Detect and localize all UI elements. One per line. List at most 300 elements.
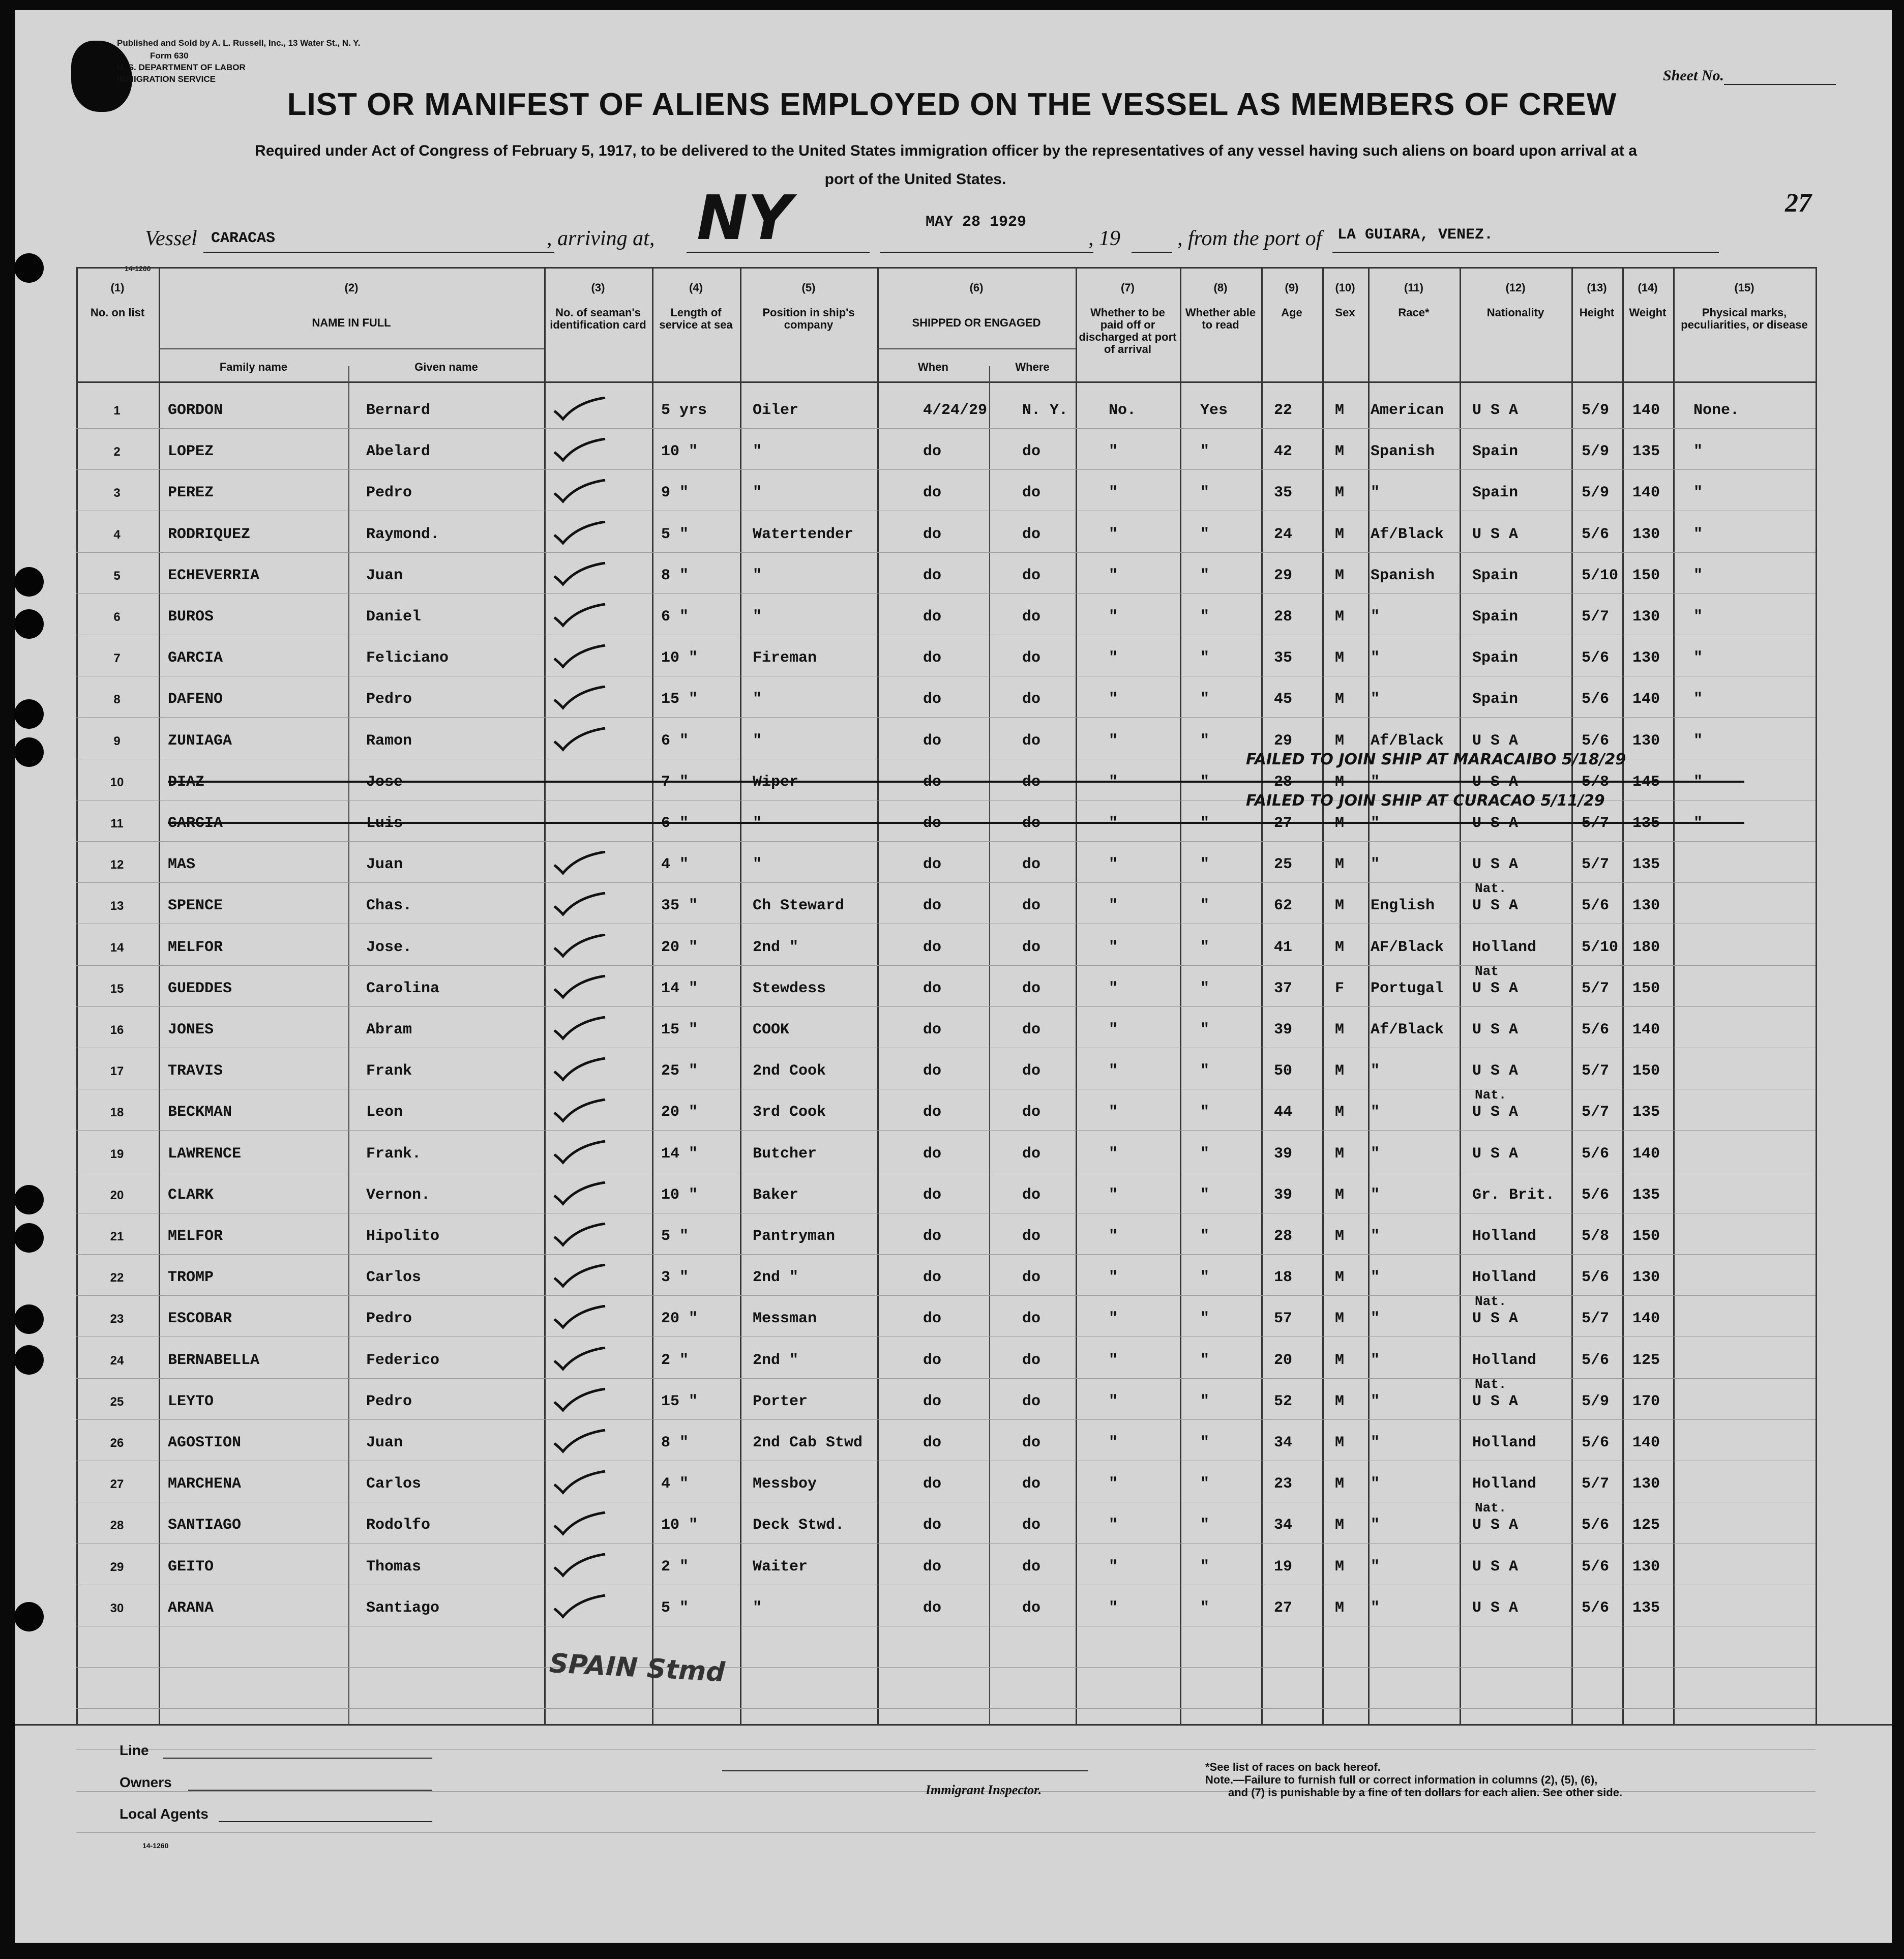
height: 5/10 xyxy=(1582,938,1619,956)
checkmark-icon xyxy=(552,1429,608,1455)
family-name: PEREZ xyxy=(168,484,214,502)
race: " xyxy=(1371,1434,1380,1451)
position: 2nd Cook xyxy=(753,1062,826,1080)
height: 5/6 xyxy=(1582,1517,1610,1534)
column-subheader: Where xyxy=(1015,361,1050,373)
paid-off: " xyxy=(1109,1228,1118,1245)
column-header-10: Sex xyxy=(1335,306,1355,319)
family-name: LOPEZ xyxy=(168,443,214,461)
given-name: Carlos xyxy=(366,1475,422,1493)
table-top-border xyxy=(76,267,1816,269)
position: " xyxy=(753,856,762,874)
sex: M xyxy=(1335,649,1345,667)
service-length: 2 " xyxy=(661,1351,689,1369)
paid-off: " xyxy=(1109,1269,1118,1287)
physical-marks: " xyxy=(1693,484,1703,502)
given-name: Pedro xyxy=(366,691,412,708)
position: Baker xyxy=(753,1186,799,1204)
table-row xyxy=(76,402,1816,442)
race: " xyxy=(1371,1228,1380,1245)
shipped-when: do xyxy=(923,732,942,750)
nationality: U S A xyxy=(1472,732,1519,750)
table-row xyxy=(76,881,1816,938)
given-name: Pedro xyxy=(366,1392,412,1410)
given-name: Santiago xyxy=(366,1599,440,1617)
family-name: LEYTO xyxy=(168,1392,214,1410)
family-name: BERNABELLA xyxy=(168,1351,260,1369)
nationality: U S A xyxy=(1472,1310,1519,1328)
race: Af/Black xyxy=(1371,732,1444,750)
column-number-14: (14) xyxy=(1638,281,1658,294)
penalty-note-2: and (7) is punishable by a fine of ten dollars for each alien. See other side. xyxy=(1228,1786,1623,1799)
able-to-read: " xyxy=(1200,649,1210,667)
service-length: 10 " xyxy=(661,1517,698,1534)
from-label: , from the port of xyxy=(1177,227,1322,250)
nationality: U S A xyxy=(1472,525,1519,543)
checkmark-icon xyxy=(552,892,608,917)
age: 27 xyxy=(1274,1599,1293,1617)
column-number-12: (12) xyxy=(1505,281,1526,294)
table-row xyxy=(76,963,1816,1021)
race: " xyxy=(1371,691,1380,708)
shipped-when: do xyxy=(923,1021,942,1038)
table-row xyxy=(76,1186,1816,1227)
checkmark-icon xyxy=(552,1264,608,1289)
service-length: 15 " xyxy=(661,691,698,708)
position: " xyxy=(753,484,762,502)
column-header-15: Physical marks, peculiarities, or disease xyxy=(1681,306,1808,331)
sex: M xyxy=(1335,1269,1345,1287)
sex: M xyxy=(1335,732,1345,750)
family-name: CLARK xyxy=(168,1186,214,1204)
family-name: ZUNIAGA xyxy=(168,732,232,750)
family-name: SANTIAGO xyxy=(168,1517,242,1534)
sheet-number-label: Sheet No. xyxy=(1663,67,1724,84)
given-name: Daniel xyxy=(366,608,422,626)
height: 5/7 xyxy=(1582,1104,1610,1121)
shipped-when: do xyxy=(923,938,942,956)
row-number: 9 xyxy=(113,734,121,748)
race: AF/Black xyxy=(1371,938,1444,956)
column-number-9: (9) xyxy=(1285,281,1299,294)
nationality: U S A xyxy=(1472,815,1519,832)
position: Deck Stwd. xyxy=(753,1517,845,1534)
nationality: U S A xyxy=(1472,1104,1519,1121)
race: " xyxy=(1371,773,1380,791)
weight: 125 xyxy=(1632,1351,1660,1369)
family-name: GORDON xyxy=(168,402,223,419)
table-row xyxy=(76,1352,1816,1392)
shipped-when: do xyxy=(923,1351,942,1369)
checkmark-icon xyxy=(552,934,608,959)
shipped-where: do xyxy=(1022,443,1041,461)
row-number: 10 xyxy=(110,775,124,789)
shipped-where: do xyxy=(1022,484,1041,502)
age: 19 xyxy=(1274,1558,1293,1576)
position: Waiter xyxy=(753,1558,808,1576)
weight: 130 xyxy=(1632,525,1660,543)
sex: M xyxy=(1335,1434,1345,1451)
given-name: Juan xyxy=(366,1434,403,1451)
shipped-when: do xyxy=(923,1186,942,1204)
service-length: 9 " xyxy=(661,484,689,502)
paid-off: " xyxy=(1109,815,1118,832)
sex: M xyxy=(1335,897,1345,915)
height: 5/7 xyxy=(1582,856,1610,874)
shipped-when: do xyxy=(923,567,942,584)
physical-marks: " xyxy=(1693,815,1703,832)
column-header-1: No. on list xyxy=(90,306,145,319)
weight: 135 xyxy=(1632,1186,1660,1204)
punch-hole xyxy=(14,737,44,767)
sex: M xyxy=(1335,402,1345,419)
weight: 130 xyxy=(1632,1269,1660,1287)
service-length: 3 " xyxy=(661,1269,689,1287)
nationality: U S A xyxy=(1472,773,1519,791)
strike-through xyxy=(168,781,1744,783)
able-to-read: " xyxy=(1200,980,1210,997)
shipped-where: do xyxy=(1022,1351,1041,1369)
able-to-read: " xyxy=(1200,732,1210,750)
nationality: U S A xyxy=(1472,1517,1519,1534)
height: 5/6 xyxy=(1582,1021,1610,1038)
race: " xyxy=(1371,484,1380,502)
shipped-where: do xyxy=(1022,567,1041,584)
shipped-where: do xyxy=(1022,1517,1041,1534)
service-length: 5 yrs xyxy=(661,402,707,419)
height: 5/6 xyxy=(1582,1434,1610,1451)
position: " xyxy=(753,815,762,832)
checkmark-icon xyxy=(552,851,608,876)
table-row xyxy=(76,856,1816,897)
weight: 125 xyxy=(1632,1517,1660,1534)
age: 28 xyxy=(1274,1228,1293,1245)
form-number: Form 630 xyxy=(150,51,189,61)
age: 41 xyxy=(1274,938,1293,956)
shipped-when: do xyxy=(923,1599,942,1617)
family-name: JONES xyxy=(168,1021,214,1038)
races-note: *See list of races on back hereof. xyxy=(1205,1761,1381,1773)
position: Watertender xyxy=(753,525,854,543)
family-name: TROMP xyxy=(168,1269,214,1287)
checkmark-icon xyxy=(552,479,608,504)
height: 5/7 xyxy=(1582,608,1610,626)
able-to-read: " xyxy=(1200,1062,1210,1080)
weight: 150 xyxy=(1632,1062,1660,1080)
row-number: 12 xyxy=(110,858,124,872)
race: " xyxy=(1371,1062,1380,1080)
checkmark-icon xyxy=(552,397,608,422)
sex: M xyxy=(1335,856,1345,874)
shipped-where: do xyxy=(1022,1475,1041,1493)
physical-marks: " xyxy=(1693,567,1703,584)
able-to-read: " xyxy=(1200,1475,1210,1493)
punch-hole xyxy=(14,1304,44,1334)
family-name: MAS xyxy=(168,856,196,874)
height: 5/8 xyxy=(1582,773,1610,791)
table-row xyxy=(76,649,1816,690)
table-row xyxy=(76,567,1816,608)
paid-off: No. xyxy=(1109,402,1137,419)
able-to-read: " xyxy=(1200,1558,1210,1576)
age: 24 xyxy=(1274,525,1293,543)
physical-marks: " xyxy=(1693,608,1703,626)
column-header-9: Age xyxy=(1281,306,1302,319)
nationality: U S A xyxy=(1472,980,1519,997)
height: 5/6 xyxy=(1582,525,1610,543)
given-name: Ramon xyxy=(366,732,412,750)
nationality: U S A xyxy=(1472,1392,1519,1410)
shipped-when: do xyxy=(923,1434,942,1451)
race: Spanish xyxy=(1371,443,1435,461)
weight: 130 xyxy=(1632,1475,1660,1493)
punch-hole xyxy=(14,609,44,639)
from-port: LA GUIARA, VENEZ. xyxy=(1337,226,1494,244)
shipped-where: do xyxy=(1022,1310,1041,1328)
weight: 130 xyxy=(1632,1558,1660,1576)
service-length: 4 " xyxy=(661,856,689,874)
row-number: 13 xyxy=(110,899,124,913)
position: 2nd Cab Stwd xyxy=(753,1434,863,1451)
paid-off: " xyxy=(1109,1558,1118,1576)
table-row xyxy=(76,608,1816,649)
service-length: 8 " xyxy=(661,1434,689,1451)
weight: 140 xyxy=(1632,484,1660,502)
age: 35 xyxy=(1274,649,1293,667)
race: " xyxy=(1371,1475,1380,1493)
sex: M xyxy=(1335,608,1345,626)
punch-hole xyxy=(14,699,44,729)
paid-off: " xyxy=(1109,732,1118,750)
paid-off: " xyxy=(1109,1104,1118,1121)
family-name: GARCIA xyxy=(168,649,223,667)
shipped-when: do xyxy=(923,1475,942,1493)
race: " xyxy=(1371,1392,1380,1410)
given-name: Frank. xyxy=(366,1145,422,1163)
checkmark-icon xyxy=(552,1305,608,1330)
paid-off: " xyxy=(1109,1475,1118,1493)
height: 5/7 xyxy=(1582,980,1610,997)
paid-off: " xyxy=(1109,691,1118,708)
service-length: 15 " xyxy=(661,1392,698,1410)
service-length: 10 " xyxy=(661,649,698,667)
given-name: Jose xyxy=(366,773,403,791)
position: Messman xyxy=(753,1310,817,1328)
position: Wiper xyxy=(753,773,799,791)
nationality: Holland xyxy=(1472,1475,1537,1493)
checkmark-icon xyxy=(552,1099,608,1124)
able-to-read: " xyxy=(1200,856,1210,874)
age: 45 xyxy=(1274,691,1293,708)
age: 39 xyxy=(1274,1021,1293,1038)
weight: 140 xyxy=(1632,1434,1660,1451)
age: 34 xyxy=(1274,1434,1293,1451)
shipped-when: do xyxy=(923,443,942,461)
column-header-6: SHIPPED OR ENGAGED xyxy=(912,316,1041,329)
age: 34 xyxy=(1274,1517,1293,1534)
nationality: Spain xyxy=(1472,649,1519,667)
paid-off: " xyxy=(1109,938,1118,956)
position: Oiler xyxy=(753,402,799,419)
height: 5/6 xyxy=(1582,1599,1610,1617)
paid-off: " xyxy=(1109,1517,1118,1534)
shipped-subheader-line xyxy=(877,348,1076,349)
checkmark-icon xyxy=(552,644,608,670)
shipped-when: do xyxy=(923,1145,942,1163)
line-label: Line xyxy=(120,1742,149,1758)
able-to-read: " xyxy=(1200,1021,1210,1038)
punch-hole xyxy=(14,1602,44,1631)
column-number-2: (2) xyxy=(344,281,359,294)
family-name: AGOSTION xyxy=(168,1434,242,1451)
service-length: 25 " xyxy=(661,1062,698,1080)
shipped-where: do xyxy=(1022,938,1041,956)
weight: 140 xyxy=(1632,1021,1660,1038)
able-to-read: " xyxy=(1200,1186,1210,1204)
service-length: 4 " xyxy=(661,1475,689,1493)
race: " xyxy=(1371,608,1380,626)
nationality: U S A xyxy=(1472,1145,1519,1163)
column-header-13: Height xyxy=(1579,306,1615,319)
row-number: 5 xyxy=(113,569,121,583)
age: 39 xyxy=(1274,1145,1293,1163)
given-name: Carlos xyxy=(366,1269,422,1287)
able-to-read: " xyxy=(1200,443,1210,461)
weight: 130 xyxy=(1632,897,1660,915)
column-header-11: Race* xyxy=(1398,306,1430,319)
service-length: 20 " xyxy=(661,1310,698,1328)
height: 5/6 xyxy=(1582,1186,1610,1204)
weight: 135 xyxy=(1632,1104,1660,1121)
family-name: BECKMAN xyxy=(168,1104,232,1121)
shipped-when: do xyxy=(923,815,942,832)
row-number: 4 xyxy=(113,527,121,542)
age: 37 xyxy=(1274,980,1293,997)
sex: M xyxy=(1335,938,1345,956)
age: 50 xyxy=(1274,1062,1293,1080)
column-number-11: (11) xyxy=(1404,281,1423,294)
column-header-3: No. of seaman's identification card xyxy=(550,306,646,331)
height: 5/10 xyxy=(1582,567,1619,584)
shipped-when: do xyxy=(923,1228,942,1245)
strike-through xyxy=(168,822,1744,824)
row-number: 21 xyxy=(110,1230,124,1243)
physical-marks: " xyxy=(1693,525,1703,543)
inspector-signature-line xyxy=(722,1770,1088,1771)
checkmark-icon xyxy=(552,1016,608,1042)
service-length: 6 " xyxy=(661,608,689,626)
row-number: 6 xyxy=(113,610,121,624)
family-name: ARANA xyxy=(168,1599,214,1617)
given-name: Pedro xyxy=(366,484,412,502)
punch-hole xyxy=(14,1345,44,1375)
table-row xyxy=(76,526,1816,567)
column-number-7: (7) xyxy=(1121,281,1135,294)
race: " xyxy=(1371,1186,1380,1204)
height: 5/6 xyxy=(1582,1145,1610,1163)
given-name: Abelard xyxy=(366,443,431,461)
nationality-prefix: Nat. xyxy=(1475,1087,1507,1103)
shipped-where: do xyxy=(1022,1599,1041,1617)
sex: M xyxy=(1335,1145,1345,1163)
weight: 150 xyxy=(1632,1228,1660,1245)
column-header-2: NAME IN FULL xyxy=(312,316,391,329)
position: 2nd " xyxy=(753,1269,799,1287)
vessel-name: CARACAS xyxy=(211,230,276,247)
nationality: Spain xyxy=(1472,484,1519,502)
year-underline xyxy=(1132,252,1172,253)
weight: 130 xyxy=(1632,608,1660,626)
service-length: 15 " xyxy=(661,1021,698,1038)
family-name: DAFENO xyxy=(168,691,223,708)
paid-off: " xyxy=(1109,649,1118,667)
position: Stewdess xyxy=(753,980,826,997)
row-number: 29 xyxy=(110,1560,124,1574)
height: 5/6 xyxy=(1582,732,1610,750)
given-name: Federico xyxy=(366,1351,440,1369)
sex: M xyxy=(1335,1392,1345,1410)
punch-hole xyxy=(14,1185,44,1214)
shipped-where: do xyxy=(1022,773,1041,791)
service-length: 14 " xyxy=(661,1145,698,1163)
age: 25 xyxy=(1274,856,1293,874)
sex: F xyxy=(1335,980,1345,997)
paid-off: " xyxy=(1109,484,1118,502)
table-row xyxy=(76,1062,1816,1103)
department: U. S. DEPARTMENT OF LABOR xyxy=(117,63,246,72)
shipped-when: do xyxy=(923,1062,942,1080)
shipped-when: do xyxy=(923,608,942,626)
paid-off: " xyxy=(1109,1062,1118,1080)
table-header-border xyxy=(76,381,1816,383)
height: 5/8 xyxy=(1582,1228,1610,1245)
nationality: Gr. Brit. xyxy=(1472,1186,1555,1204)
age: 52 xyxy=(1274,1392,1293,1410)
sex: M xyxy=(1335,1310,1345,1328)
physical-marks: " xyxy=(1693,732,1703,750)
column-number-5: (5) xyxy=(801,281,816,294)
column-number-1: (1) xyxy=(110,281,125,294)
given-name: Thomas xyxy=(366,1558,422,1576)
shipped-when: do xyxy=(923,691,942,708)
age: 28 xyxy=(1274,608,1293,626)
row-number: 30 xyxy=(110,1601,124,1615)
position: Ch Steward xyxy=(753,897,845,915)
paid-off: " xyxy=(1109,1392,1118,1410)
able-to-read: " xyxy=(1200,525,1210,543)
race: " xyxy=(1371,1351,1380,1369)
race: " xyxy=(1371,1558,1380,1576)
service: IMMIGRATION SERVICE xyxy=(117,74,216,84)
given-name: Leon xyxy=(366,1104,403,1121)
manifest-sheet xyxy=(15,10,1892,1943)
weight: 135 xyxy=(1632,856,1660,874)
column-number-15: (15) xyxy=(1734,281,1754,294)
arriving-label: , arriving at, xyxy=(547,227,655,250)
shipped-where: do xyxy=(1022,1186,1041,1204)
shipped-where: do xyxy=(1022,1062,1041,1080)
paid-off: " xyxy=(1109,608,1118,626)
race: " xyxy=(1371,856,1380,874)
position: COOK xyxy=(753,1021,790,1038)
able-to-read: " xyxy=(1200,773,1210,791)
race: " xyxy=(1371,1269,1380,1287)
physical-marks: None. xyxy=(1693,402,1740,419)
weight: 140 xyxy=(1632,1145,1660,1163)
sex: M xyxy=(1335,567,1345,584)
failed-to-join-note: FAILED TO JOIN SHIP AT MARACAIBO 5/18/29 xyxy=(1246,750,1626,768)
shipped-when: 4/24/29 xyxy=(923,402,988,419)
